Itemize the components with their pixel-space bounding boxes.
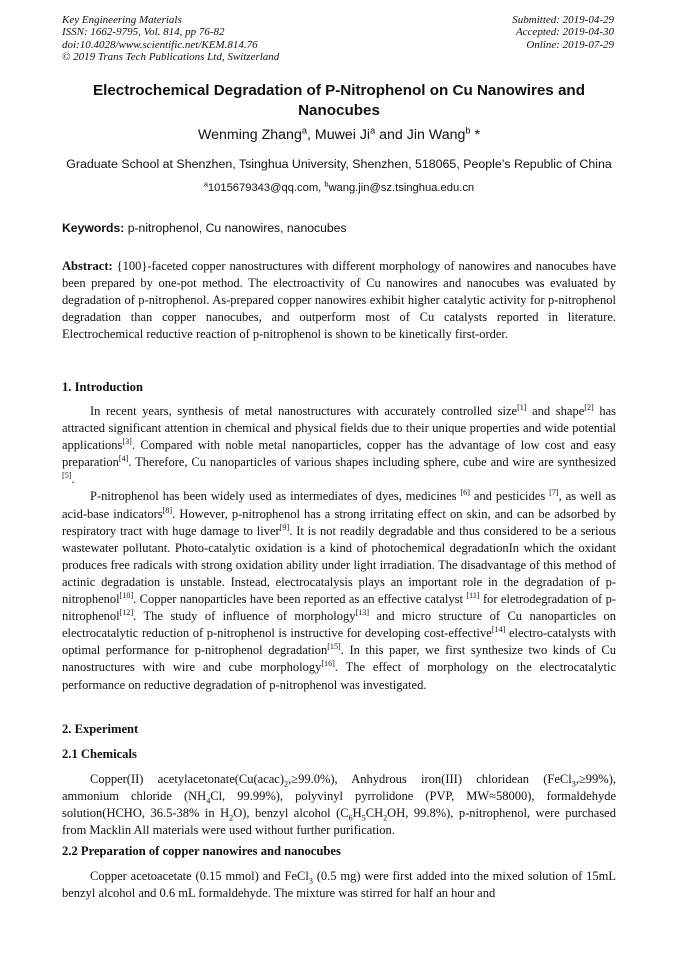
citation[interactable]: [4]: [118, 454, 129, 464]
email-link[interactable]: 1015679343@qq.com,: [207, 182, 325, 194]
text-run: . In this paper, we first synthesize two kinds of Cu nanostructures with wire and cube morphology: [62, 643, 616, 675]
subscript: 2: [284, 779, 289, 789]
text-run: OH, 99.8%), p-nitrophenol, were purchased from Macklin All materials were used without further purification.: [62, 806, 616, 838]
email-mark: a: [203, 179, 208, 189]
author-separator: ,: [306, 127, 315, 143]
abstract-text: {100}-faceted copper nanostructures with different morphology of nanowires and nanocubes have been prepared by one-pot method. The electroactivity of Cu nanowires and nanocubes was evaluated by degradation of p-nitrophenol. As-prepared copper nanowires exhibit higher catalytic activity for p-nitrophenol degradation than copper nanocubes, and outperform most of Cu catalysts reported in literature. Electrochemical reductive reaction of p-nitrophenol is shown to be kinetically first-order.: [62, 259, 616, 342]
text-run: and pesticides: [469, 489, 550, 504]
email-mark: b: [324, 179, 329, 189]
citation[interactable]: [14]: [491, 625, 506, 635]
corresponding-mark: *: [470, 127, 480, 143]
citation[interactable]: [2]: [584, 402, 594, 412]
text-run: . Therefore, Cu nanoparticles of various shapes including sphere, cube and wire are synthesized: [128, 455, 616, 470]
subsection-heading: 2.2 Preparation of copper nanowires and nanocubes: [62, 844, 341, 858]
introduction-body: [62, 403, 616, 694]
author-list: [62, 127, 616, 143]
text-run: . The effect of morphology on the electrocatalytic performance on reductive degradation of p-nitrophenol was investigated.: [62, 660, 616, 692]
text-run: .: [71, 472, 75, 487]
text-run: has attracted significant attention in chemical and physical fields due to their unique properties and wide potential applications: [62, 404, 616, 453]
text-run: Copper acetoacetate (0.15 mmol) and FeCl: [90, 869, 309, 883]
text-run: . The study of influence of morphology: [133, 609, 356, 624]
submitted-date: Submitted: 2019-04-29: [512, 14, 614, 26]
paragraph: [62, 868, 616, 902]
text-run: H: [352, 806, 362, 821]
publication-dates: [512, 14, 614, 51]
online-date: Online: 2019-07-29: [526, 38, 614, 51]
affiliation-mark: a: [301, 125, 307, 136]
citation[interactable]: [13]: [355, 607, 370, 617]
text-run: , as well as acid-base indicators: [62, 489, 616, 521]
text-run: for eletrodegradation of p-nitrophenol: [62, 592, 617, 624]
author-emails: [62, 179, 616, 194]
citation[interactable]: [3]: [122, 437, 132, 447]
citation[interactable]: [12]: [119, 607, 134, 617]
section-heading: 2. Experiment: [62, 722, 139, 736]
affiliation-mark: a: [370, 125, 376, 136]
text-run: (0.5 mg) were first added into the mixed solution of 15mL benzyl alcohol and 0.6 mL formaldehyde. The mixture was stirred for half an hour and: [62, 869, 616, 901]
affiliation-mark: b: [465, 125, 471, 136]
subscript: 2: [383, 813, 388, 823]
keywords-label: Keywords:: [62, 221, 125, 235]
issn: ISSN: 1662-9795, Vol. 814, pp 76-82: [62, 26, 225, 39]
citation[interactable]: [15]: [327, 642, 341, 652]
text-run: and shape: [526, 404, 585, 418]
paper-title: Electrochemical Degradation of P-Nitrophenol on Cu Nanowires and Nanocubes: [93, 82, 585, 119]
text-run: . Copper nanoparticles have been reported as an effective catalyst: [133, 592, 467, 607]
subscript: 3: [571, 779, 576, 789]
subscript: 5: [361, 813, 366, 823]
citation[interactable]: [8]: [162, 505, 173, 515]
text-run: Copper(II) acetylacetonate(Cu(acac): [90, 772, 285, 786]
abstract: [62, 258, 616, 343]
text-run: CH: [365, 806, 384, 821]
paragraph: [62, 488, 616, 693]
subscript: 6: [348, 813, 353, 823]
text-run: ,≥99.0%), Anhydrous iron(III) chloridean (FeCl: [288, 772, 572, 786]
subscript: 3: [308, 876, 313, 886]
subsection-heading: 2.1 Chemicals: [62, 747, 137, 761]
section-heading: 1. Introduction: [62, 380, 143, 394]
citation[interactable]: [9]: [279, 522, 290, 532]
keywords: [62, 221, 616, 235]
text-run: and micro structure of Cu nanoparticles on electrocatalytic reduction of p-nitrophenol is instructive for developing cost-effective: [62, 609, 617, 641]
author-name: Muwei Ji: [314, 127, 371, 143]
paragraph: [62, 403, 616, 488]
chemicals-body: [62, 771, 616, 839]
author-name: Wenming Zhang: [198, 127, 302, 143]
text-run: . Compared with noble metal nanoparticles, copper has the advantage of low cost and easy preparation: [62, 438, 616, 470]
keywords-text: p-nitrophenol, Cu nanowires, nanocubes: [124, 221, 347, 235]
text-run: In recent years, synthesis of metal nanostructures with accurately controlled size: [90, 404, 518, 418]
citation[interactable]: [16]: [321, 659, 335, 669]
citation[interactable]: [7]: [549, 488, 559, 498]
citation[interactable]: [10]: [119, 590, 134, 600]
subscript: 4: [206, 796, 211, 806]
author-name: Jin Wang: [406, 127, 466, 143]
subscript: 2: [229, 813, 234, 823]
text-run: O), benzyl alcohol (C: [233, 806, 349, 821]
accepted-date: Accepted: 2019-04-30: [515, 26, 614, 39]
journal-name: Key Engineering Materials: [62, 14, 182, 26]
text-run: ,≥99%), ammonium chloride (NH: [62, 772, 616, 804]
text-run: . However, p-nitrophenol has a strong irritating effect on skin, and can be adsorbed by respiratory tract with huge damage to liver: [62, 506, 616, 538]
doi: doi:10.4028/www.scientific.net/KEM.814.76: [62, 38, 258, 51]
text-run: P-nitrophenol has been widely used as intermediates of dyes, medicines: [90, 489, 461, 504]
paragraph: [62, 771, 616, 839]
text-run: electro-catalysts with optimal performance for p-nitrophenol degradation: [62, 626, 616, 658]
email-link[interactable]: wang.jin@sz.tsinghua.edu.cn: [328, 182, 475, 194]
preparation-body: [62, 868, 616, 902]
journal-info: [62, 14, 279, 63]
author-separator: and: [375, 127, 407, 143]
citation[interactable]: [6]: [460, 488, 470, 498]
text-run: . It is not readily degradable and thus considered to be a serious wastewater pollutant. Photo-catalytic oxidation is a kind of photochemical degradationIn which the oxidant produces free radicals with strong oxidation ability under light irradiation. The disadvantage of this method of actinic degradation is unstable. Instead, electrocatalysis plays an important role in the degradation of p-nitrophenol: [62, 523, 616, 607]
citation[interactable]: [1]: [517, 402, 527, 412]
citation[interactable]: [11]: [466, 590, 480, 600]
affiliation: Graduate School at Shenzhen, Tsinghua University, Shenzhen, 518065, People’s Republic of China: [66, 157, 612, 171]
copyright: © 2019 Trans Tech Publications Ltd, Switzerland: [62, 50, 280, 63]
text-run: Cl, 99.99%), polyvinyl pyrrolidone (PVP, MW≈58000), formaldehyde solution(HCHO, 36.5-38% in H: [62, 789, 616, 821]
citation[interactable]: [5]: [62, 471, 72, 481]
abstract-label: Abstract:: [62, 259, 113, 273]
